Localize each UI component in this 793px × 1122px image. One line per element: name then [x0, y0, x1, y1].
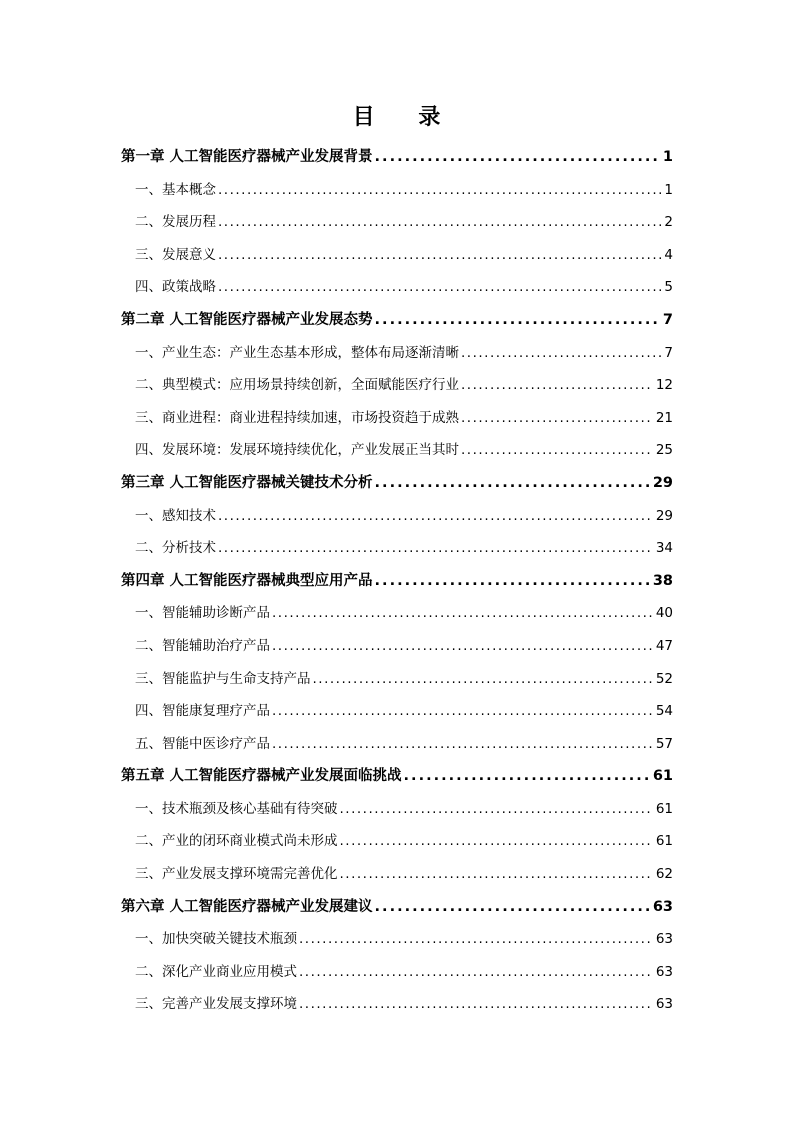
- toc-section-entry[interactable]: [121, 532, 673, 565]
- toc-entry-title: 三、产业发展支撑环境需完善优化: [135, 866, 338, 883]
- toc-entry-title: 第四章 人工智能医疗器械典型应用产品: [121, 572, 373, 589]
- dot-leader: [375, 891, 650, 924]
- dot-leader: [299, 956, 653, 989]
- dot-leader: [461, 434, 653, 467]
- dot-leader: [375, 141, 660, 174]
- toc-page-number: 61: [655, 800, 673, 817]
- toc-entry-title: 第六章 人工智能医疗器械产业发展建议: [121, 898, 373, 915]
- toc-section-entry[interactable]: [121, 402, 673, 435]
- toc-page-number: 4: [664, 246, 673, 263]
- toc-page-number: 40: [655, 605, 673, 622]
- toc-entry-title: 四、智能康复理疗产品: [135, 703, 270, 720]
- toc-section-entry[interactable]: [121, 728, 673, 761]
- toc-section-entry[interactable]: [121, 174, 673, 207]
- toc-entry-title: 三、商业进程：商业进程持续加速，市场投资趋于成熟: [135, 409, 459, 426]
- toc-page-number: 38: [652, 572, 673, 589]
- toc-entry-title: 三、智能监护与生命支持产品: [135, 670, 311, 687]
- toc-page-number: 52: [655, 670, 673, 687]
- dot-leader: [461, 402, 653, 435]
- toc-chapter-entry[interactable]: [121, 891, 673, 924]
- toc-page-number: 25: [655, 442, 673, 459]
- toc-chapter-entry[interactable]: [121, 565, 673, 598]
- dot-leader: [299, 988, 653, 1021]
- toc-page-number: 61: [652, 768, 673, 785]
- toc-page-number: 1: [664, 181, 673, 198]
- toc-section-entry[interactable]: [121, 369, 673, 402]
- dot-leader: [272, 597, 653, 630]
- toc-section-entry[interactable]: [121, 337, 673, 370]
- toc-section-entry[interactable]: [121, 663, 673, 696]
- toc-entry-title: 五、智能中医诊疗产品: [135, 735, 270, 752]
- toc-entry-title: 三、发展意义: [135, 246, 216, 263]
- toc-page-number: 63: [655, 996, 673, 1013]
- dot-leader: [218, 271, 661, 304]
- page-title: 目 录: [352, 105, 459, 130]
- toc-chapter-entry[interactable]: [121, 760, 673, 793]
- toc-section-entry[interactable]: [121, 793, 673, 826]
- toc-entry-title: 第三章 人工智能医疗器械关键技术分析: [121, 474, 373, 491]
- toc-page-number: 29: [655, 507, 673, 524]
- toc-page-number: 5: [664, 279, 673, 296]
- dot-leader: [340, 793, 653, 826]
- toc-entry-title: 一、基本概念: [135, 181, 216, 198]
- toc-section-entry[interactable]: [121, 825, 673, 858]
- toc-page-number: 21: [655, 409, 673, 426]
- toc-page-number: 63: [652, 898, 673, 915]
- dot-leader: [272, 630, 653, 663]
- toc-entry-title: 第二章 人工智能医疗器械产业发展态势: [121, 311, 373, 328]
- toc-chapter-entry[interactable]: [121, 141, 673, 174]
- toc-entry-title: 四、政策战略: [135, 279, 216, 296]
- dot-leader: [218, 206, 661, 239]
- toc-entry-title: 二、典型模式：应用场景持续创新，全面赋能医疗行业: [135, 377, 459, 394]
- toc-page-number: 7: [664, 344, 673, 361]
- dot-leader: [218, 500, 653, 533]
- toc-section-entry[interactable]: [121, 988, 673, 1021]
- dot-leader: [340, 825, 653, 858]
- toc-page-number: 57: [655, 735, 673, 752]
- toc-page-number: 63: [655, 963, 673, 980]
- toc-section-entry[interactable]: [121, 695, 673, 728]
- toc-page-number: 62: [655, 866, 673, 883]
- toc-page-number: 1: [662, 149, 673, 165]
- dot-leader: [404, 760, 650, 793]
- dot-leader: [461, 337, 661, 370]
- dot-leader: [299, 923, 653, 956]
- dot-leader: [272, 728, 653, 761]
- toc-entry-title: 四、发展环境：发展环境持续优化，产业发展正当其时: [135, 442, 459, 459]
- toc-entry-title: 一、产业生态：产业生态基本形成，整体布局逐渐清晰: [135, 344, 459, 361]
- toc-section-entry[interactable]: [121, 597, 673, 630]
- toc-page-number: 54: [655, 703, 673, 720]
- toc-page-number: 29: [652, 474, 673, 491]
- toc-entry-title: 一、加快突破关键技术瓶颈: [135, 931, 297, 948]
- toc-entry-title: 二、产业的闭环商业模式尚未形成: [135, 833, 338, 850]
- toc-section-entry[interactable]: [121, 858, 673, 891]
- dot-leader: [218, 532, 653, 565]
- toc-chapter-entry[interactable]: [121, 467, 673, 500]
- toc-entry-title: 三、完善产业发展支撑环境: [135, 996, 297, 1013]
- toc-section-entry[interactable]: [121, 271, 673, 304]
- toc-section-entry[interactable]: [121, 630, 673, 663]
- toc-page-number: 63: [655, 931, 673, 948]
- toc-entry-title: 一、技术瓶颈及核心基础有待突破: [135, 800, 338, 817]
- dot-leader: [218, 174, 661, 207]
- toc-entry-title: 一、感知技术: [135, 507, 216, 524]
- toc-page-number: 2: [664, 214, 673, 231]
- toc-chapter-entry[interactable]: [121, 304, 673, 337]
- toc-entry-title: 第五章 人工智能医疗器械产业发展面临挑战: [121, 768, 402, 785]
- toc-entry-title: 一、智能辅助诊断产品: [135, 605, 270, 622]
- toc-page-number: 47: [655, 637, 673, 654]
- dot-leader: [272, 695, 653, 728]
- toc-page-number: 61: [655, 833, 673, 850]
- dot-leader: [340, 858, 653, 891]
- toc-page-number: 7: [662, 311, 673, 328]
- dot-leader: [313, 663, 653, 696]
- toc-entry-title: 二、发展历程: [135, 214, 216, 231]
- toc-entry-title: 二、智能辅助治疗产品: [135, 637, 270, 654]
- dot-leader: [461, 369, 653, 402]
- toc-entry-title: 二、深化产业商业应用模式: [135, 963, 297, 980]
- toc-entry-title: 二、分析技术: [135, 540, 216, 557]
- toc-section-entry[interactable]: [121, 206, 673, 239]
- toc-section-entry[interactable]: [121, 923, 673, 956]
- toc-entry-title: 第一章 人工智能医疗器械产业发展背景: [121, 149, 373, 165]
- dot-leader: [218, 239, 661, 272]
- dot-leader: [375, 304, 660, 337]
- toc-section-entry[interactable]: [121, 500, 673, 533]
- toc-page-number: 34: [655, 540, 673, 557]
- toc-section-entry[interactable]: [121, 239, 673, 272]
- toc-section-entry[interactable]: [121, 434, 673, 467]
- toc-section-entry[interactable]: [121, 956, 673, 989]
- toc-page-number: 12: [655, 377, 673, 394]
- table-of-contents: [121, 141, 673, 1021]
- dot-leader: [375, 467, 650, 500]
- dot-leader: [375, 565, 650, 598]
